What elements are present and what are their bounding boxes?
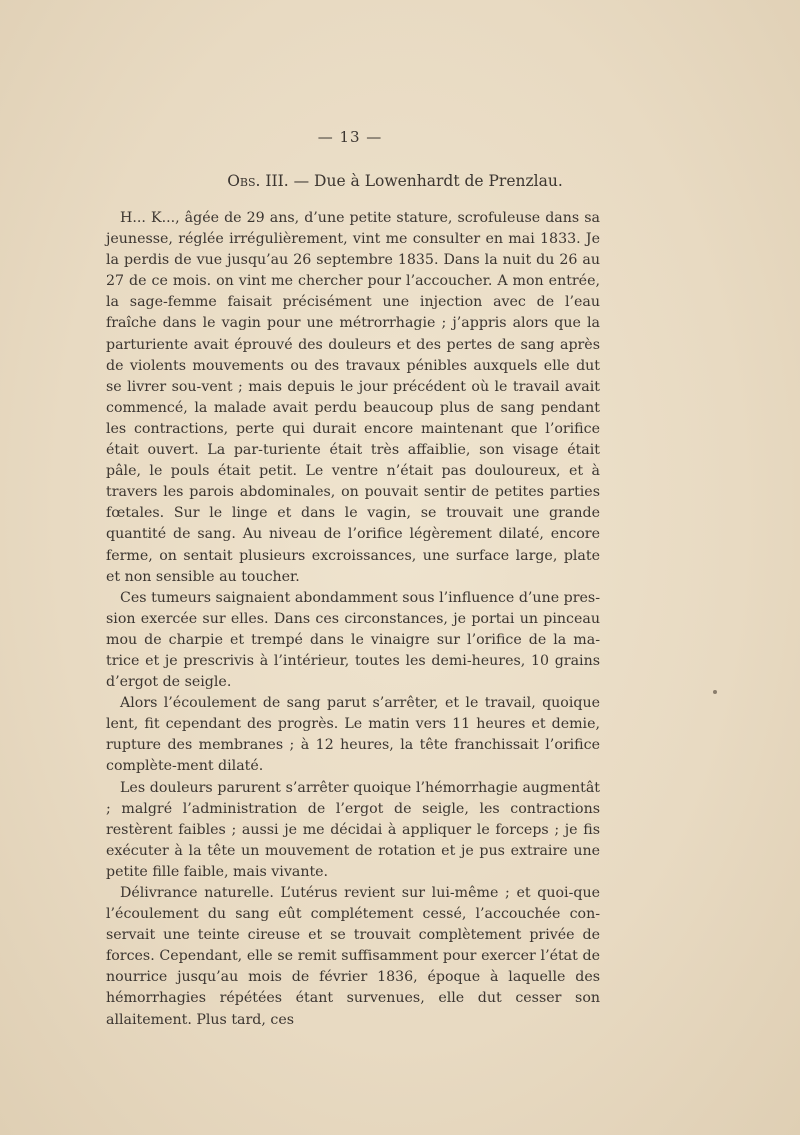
paragraph-3: Alors l’écoulement de sang parut s’arrêter, et le travail, quoique lent, fit cependant des progrès. Le matin vers 11 heures et demie, rupture des membranes ; à 12 heures, la tête franchissait l’orifice complète-ment dilaté. bbox=[106, 695, 600, 775]
paper-speck bbox=[713, 690, 717, 694]
observation-label: Obs. III. bbox=[227, 172, 289, 190]
page-number: — 13 — bbox=[317, 128, 383, 146]
paragraph-4: Les douleurs parurent s’arrêter quoique l’hémorrhagie augmentât ; malgré l’administration de l’ergot de seigle, les contractions restèrent faibles ; aussi je me décidai à appliquer le forceps ; je fis exécuter à la tête un mouvement de rotation et je pus extraire une petite fille faible, mais vivante. bbox=[106, 779, 600, 880]
paragraph-1: H... K..., âgée de 29 ans, d’une petite stature, scrofuleuse dans sa jeunesse, réglée irrégulièrement, vint me consulter en mai 1833. Je la perdis de vue jusqu’au 26 septembre 1835. Dans la nuit du 26 au 27 de ce mois. on vint me chercher pour l’accoucher. A mon entrée, la sage-femme faisait précisément une injection avec de l’eau fraîche dans le vagin pour une métrorrhagie ; j’appris alors que la parturiente avait éprouvé des douleurs et des pertes de sang après de violents mouvements ou des travaux pénibles auxquels elle dut se livrer sou-vent ; mais depuis le jour précédent où le travail avait commencé, la malade avait perdu beaucoup plus de sang pendant les contractions, perte qui durait encore maintenant que l’orifice était ouvert. La par-turiente était très affaiblie, son visage était pâle, le pouls était petit. Le ventre n’était pas douloureux, et à travers les parois abdominales, on pouvait sentir de petites parties fœtales. Sur le linge et dans le vagin, se trouvait une grande quantité de sang. Au niveau de l’orifice légèrement dilaté, encore ferme, on sentait plusieurs excroissances, une surface large, plate et non sensible au toucher. bbox=[106, 210, 600, 585]
body-text bbox=[106, 208, 600, 1031]
observation-title: — Due à Lowenhardt de Prenzlau. bbox=[288, 172, 563, 190]
paragraph-2: Ces tumeurs saignaient abondamment sous l’influence d’une pres-sion exercée sur elles. Dans ces circonstances, je portai un pinceau mou de charpie et trempé dans le vinaigre sur l’orifice de la ma-trice et je prescrivis à l’intérieur, toutes les demi-heures, 10 grains d’ergot de seigle. bbox=[106, 589, 600, 691]
paragraph-5: Délivrance naturelle. L’utérus revient sur lui-même ; et quoi-que l’écoulement du sang eût complétement cessé, l’accouchée con-servait une teinte cireuse et se trouvait complètement privée de forces. Cependant, elle se remit suffisamment pour exercer l’état de nourrice jusqu’au mois de février 1836, époque à laquelle des hémorrhagies répétées étant survenues, elle dut cesser son allaitement. Plus tard, ces bbox=[106, 885, 600, 1028]
observation-heading bbox=[110, 172, 680, 190]
